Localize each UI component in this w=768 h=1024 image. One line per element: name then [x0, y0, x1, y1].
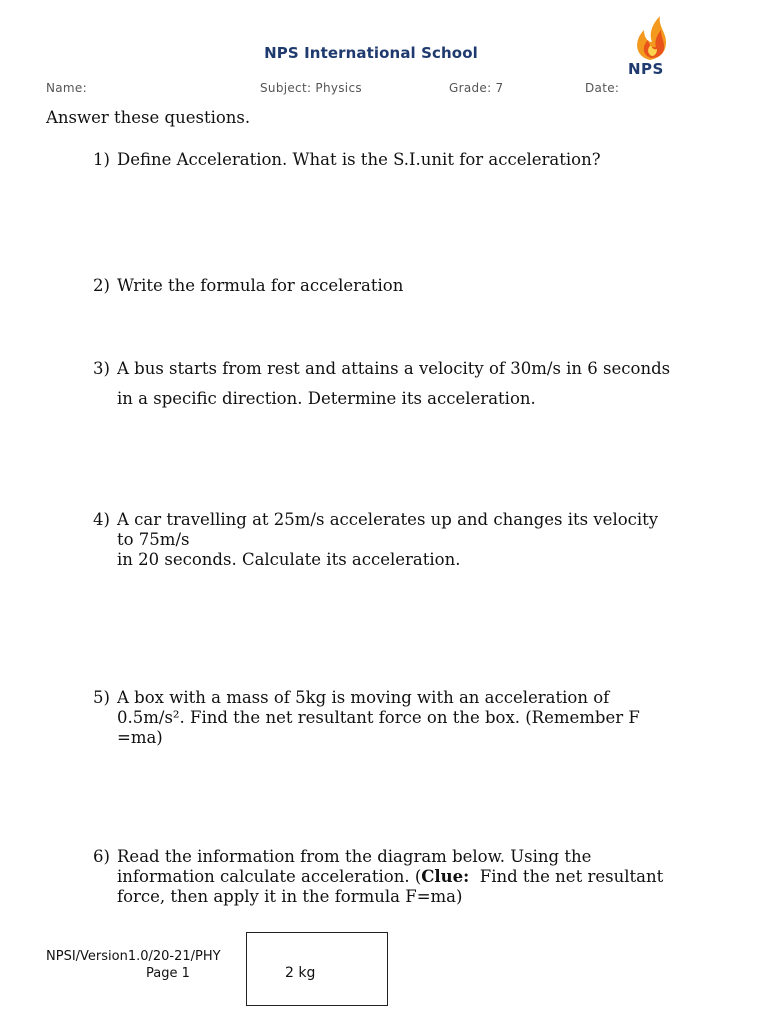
- page-number: Page 1: [146, 966, 190, 981]
- question-number: 4): [93, 510, 110, 529]
- question-1: [93, 150, 733, 170]
- grade-label: Grade: 7: [449, 81, 504, 95]
- instruction-text: Answer these questions.: [46, 108, 251, 127]
- subject-label: Subject: Physics: [260, 81, 362, 95]
- question-number: 5): [93, 688, 110, 707]
- page-footer: [46, 948, 221, 982]
- name-label: Name:: [46, 81, 87, 95]
- question-text: A box with a mass of 5kg is moving with an acceleration of: [117, 688, 610, 707]
- question-text: to 75m/s: [117, 530, 190, 549]
- question-number: 2): [93, 276, 110, 295]
- question-text: A bus starts from rest and attains a velocity of 30m/s in 6 seconds: [117, 359, 671, 378]
- question-text: A car travelling at 25m/s accelerates up and changes its velocity: [117, 510, 659, 529]
- question-text: in 20 seconds. Calculate its acceleration.: [117, 550, 461, 569]
- document-id: NPSI/Version1.0/20-21/PHY: [46, 949, 221, 964]
- question-number: 6): [93, 847, 110, 866]
- question-number: 1): [93, 150, 110, 169]
- question-text: force, then apply it in the formula F=ma): [117, 887, 463, 906]
- mass-box-diagram: [246, 932, 388, 1006]
- question-3: [93, 359, 753, 409]
- school-name: NPS International School: [264, 44, 478, 62]
- question-text: Write the formula for acceleration: [117, 276, 404, 295]
- question-5: [93, 688, 733, 748]
- school-logo: [620, 12, 690, 80]
- question-number: 3): [93, 359, 110, 378]
- question-4: [93, 510, 733, 570]
- question-6: [93, 847, 733, 907]
- question-text: Read the information from the diagram below. Using the: [117, 847, 592, 866]
- flame-icon: [620, 12, 690, 62]
- mass-label: 2 kg: [285, 965, 316, 981]
- question-text: =ma): [117, 728, 163, 747]
- question-2: [93, 276, 733, 296]
- question-text: in a specific direction. Determine its acceleration.: [117, 389, 536, 408]
- question-text: Find the net resultant: [469, 867, 664, 886]
- logo-text: NPS: [628, 60, 664, 78]
- question-text: 0.5m/s². Find the net resultant force on the box. (Remember F: [117, 708, 640, 727]
- clue-label: Clue:: [421, 867, 470, 886]
- question-text: Define Acceleration. What is the S.I.unit for acceleration?: [117, 150, 601, 169]
- question-text: information calculate acceleration. (: [117, 867, 422, 886]
- date-label: Date:: [585, 81, 620, 95]
